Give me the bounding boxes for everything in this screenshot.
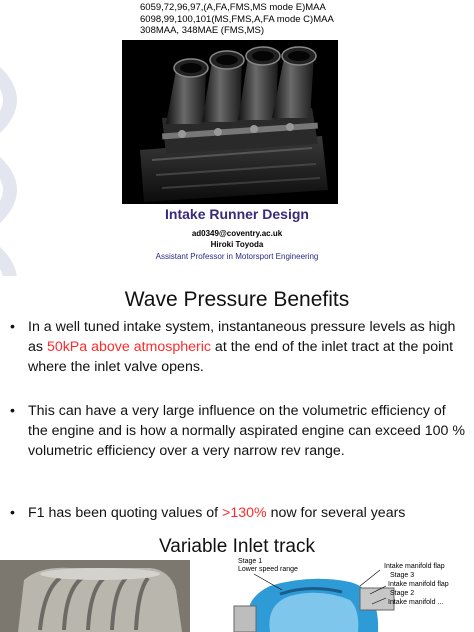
code-line: 308MAA, 348MAE (FMS,MS): [140, 25, 265, 36]
code-line: 6059,72,96,97,(A,FA,FMS,MS mode E)MAA: [140, 2, 326, 13]
bullet-dot: •: [10, 505, 15, 521]
presentation-title: Intake Runner Design: [165, 206, 309, 222]
highlight-text: >130%: [222, 505, 267, 521]
bullet-text-part: now for several years: [266, 505, 406, 521]
bullet-dot: •: [10, 403, 15, 419]
diagram-label: Stage 1: [238, 558, 263, 565]
engine-intake-photo: [122, 40, 338, 204]
section-subtitle: Variable Inlet track: [159, 536, 315, 557]
highlight-text: 50kPa above atmospheric: [46, 339, 211, 355]
engine-codes: [140, 2, 470, 37]
bullet-text-part: F1 has been quoting values of: [28, 505, 223, 521]
author-name: Hiroki Toyoda: [210, 240, 264, 249]
author-role: Assistant Professor in Motorsport Engineering: [155, 252, 319, 261]
diagram-label: Stage 2: [390, 590, 415, 597]
bullet-text-part: In a well tuned intake system, instantaneous pressure levels as high as: [28, 319, 456, 355]
content-slide: [0, 276, 474, 632]
title-slide: [0, 0, 474, 276]
diagram-label: Intake manifold flap: [384, 563, 445, 570]
intake-manifold-photo: [0, 560, 190, 632]
bullet-dot: •: [10, 319, 15, 335]
diagram-label: Intake manifold flap: [388, 581, 449, 588]
bullet-text: [28, 317, 468, 377]
diagram-label: Intake manifold ...: [388, 599, 444, 606]
bullet-text: [28, 503, 468, 523]
slide-title: Wave Pressure Benefits: [124, 288, 350, 311]
code-line: 6098,99,100,101(MS,FMS,A,FA mode C)MAA: [140, 13, 334, 25]
author-email: ad0349@coventry.ac.uk: [191, 229, 283, 238]
bullet-text-part: at the end of the inlet tract at the point where the inlet valve opens.: [28, 339, 454, 375]
bullet-text: This can have a very large influence on the volumetric efficiency of the engine and is how a normally aspirated engine can exceed 100 % volumetric efficiency over a very narrow rev range.: [28, 403, 465, 459]
diagram-label: Stage 3: [390, 572, 415, 579]
diagram-label: Lower speed range: [238, 566, 298, 573]
